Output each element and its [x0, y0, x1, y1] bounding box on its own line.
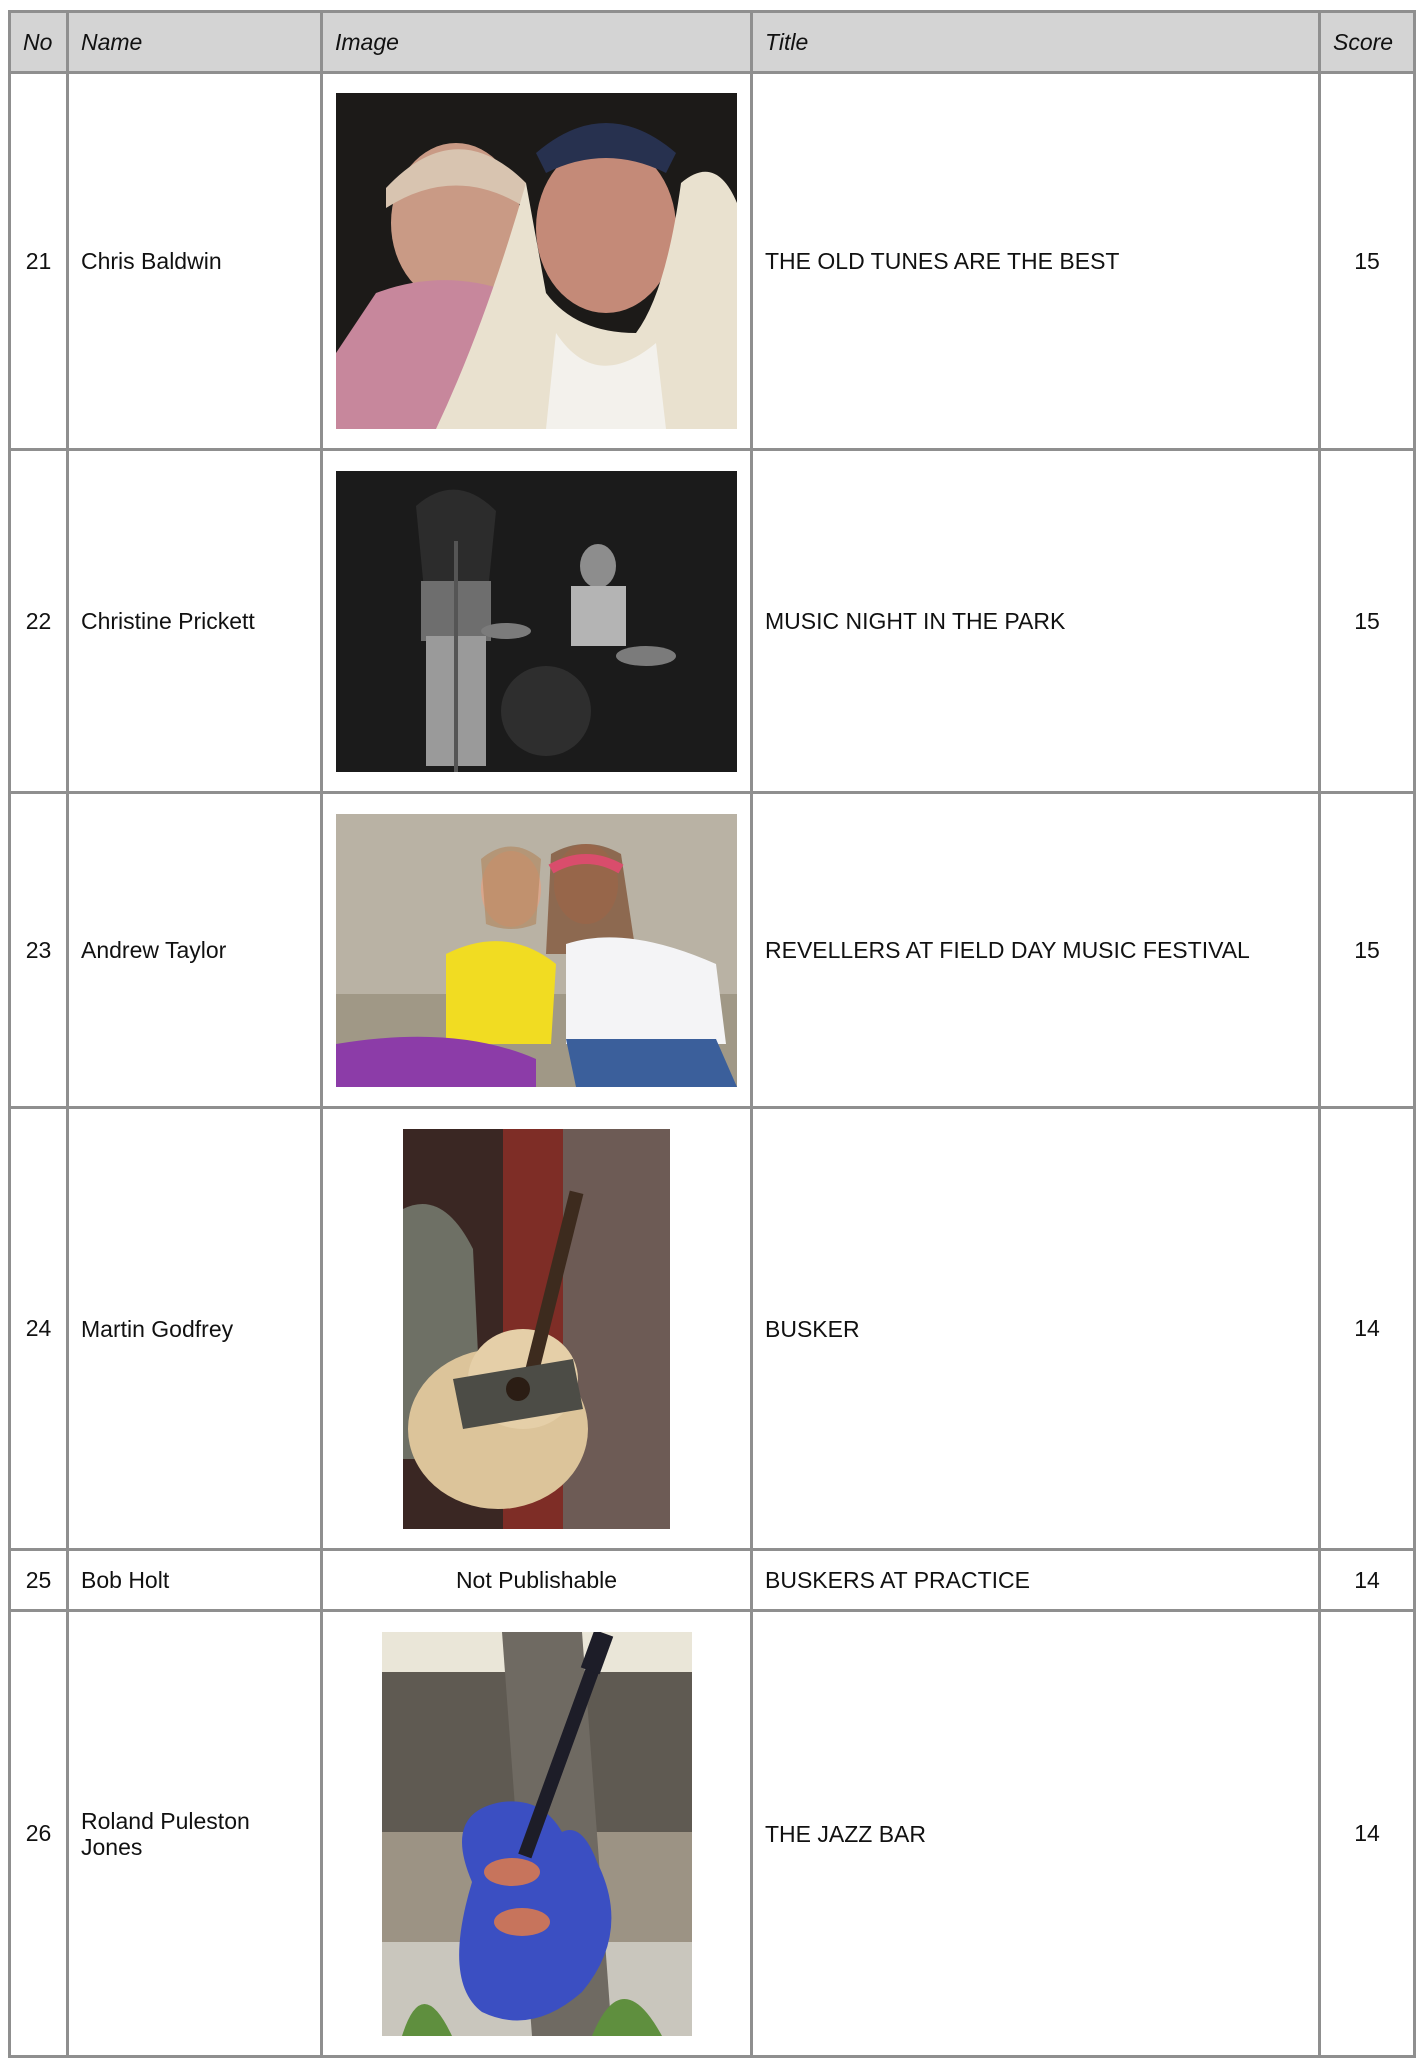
table-row	[10, 1611, 1415, 2057]
entry-image-cell	[322, 1611, 752, 2057]
entrant-name: Roland Puleston Jones	[68, 1611, 322, 2057]
header-image: Image	[322, 12, 752, 73]
entry-title: MUSIC NIGHT IN THE PARK	[752, 450, 1320, 793]
entry-title: REVELLERS AT FIELD DAY MUSIC FESTIVAL	[752, 793, 1320, 1108]
header-name: Name	[68, 12, 322, 73]
entry-title: BUSKER	[752, 1108, 1320, 1550]
entry-number: 21	[10, 73, 68, 450]
entry-photo[interactable]	[336, 93, 737, 429]
entry-image-cell	[322, 793, 752, 1108]
entry-number: 24	[10, 1108, 68, 1550]
entry-score: 15	[1320, 450, 1415, 793]
entry-score: 14	[1320, 1550, 1415, 1611]
entry-photo[interactable]	[382, 1632, 692, 2036]
header-no: No	[10, 12, 68, 73]
header-row	[10, 12, 1415, 73]
entry-score: 15	[1320, 73, 1415, 450]
entry-photo[interactable]	[336, 471, 737, 772]
table-row	[10, 73, 1415, 450]
entry-score: 15	[1320, 793, 1415, 1108]
header-title: Title	[752, 12, 1320, 73]
entrant-name: Christine Prickett	[68, 450, 322, 793]
entry-score: 14	[1320, 1108, 1415, 1550]
entry-number: 22	[10, 450, 68, 793]
entry-image-cell	[322, 450, 752, 793]
entry-score: 14	[1320, 1611, 1415, 2057]
entrant-name: Bob Holt	[68, 1550, 322, 1611]
entry-number: 25	[10, 1550, 68, 1611]
entry-photo[interactable]	[403, 1129, 670, 1529]
entry-title: THE OLD TUNES ARE THE BEST	[752, 73, 1320, 450]
entry-title: BUSKERS AT PRACTICE	[752, 1550, 1320, 1611]
header-score: Score	[1320, 12, 1415, 73]
entry-title: THE JAZZ BAR	[752, 1611, 1320, 2057]
table-row	[10, 450, 1415, 793]
entry-number: 23	[10, 793, 68, 1108]
results-table	[8, 10, 1416, 2058]
table-row	[10, 1550, 1415, 1611]
entrant-name: Chris Baldwin	[68, 73, 322, 450]
entrant-name: Andrew Taylor	[68, 793, 322, 1108]
entry-photo[interactable]	[336, 814, 737, 1087]
entry-image-cell	[322, 73, 752, 450]
entry-image-cell	[322, 1108, 752, 1550]
table-row	[10, 793, 1415, 1108]
table-row	[10, 1108, 1415, 1550]
entry-number: 26	[10, 1611, 68, 2057]
not-publishable-text: Not Publishable	[322, 1550, 752, 1611]
entrant-name: Martin Godfrey	[68, 1108, 322, 1550]
